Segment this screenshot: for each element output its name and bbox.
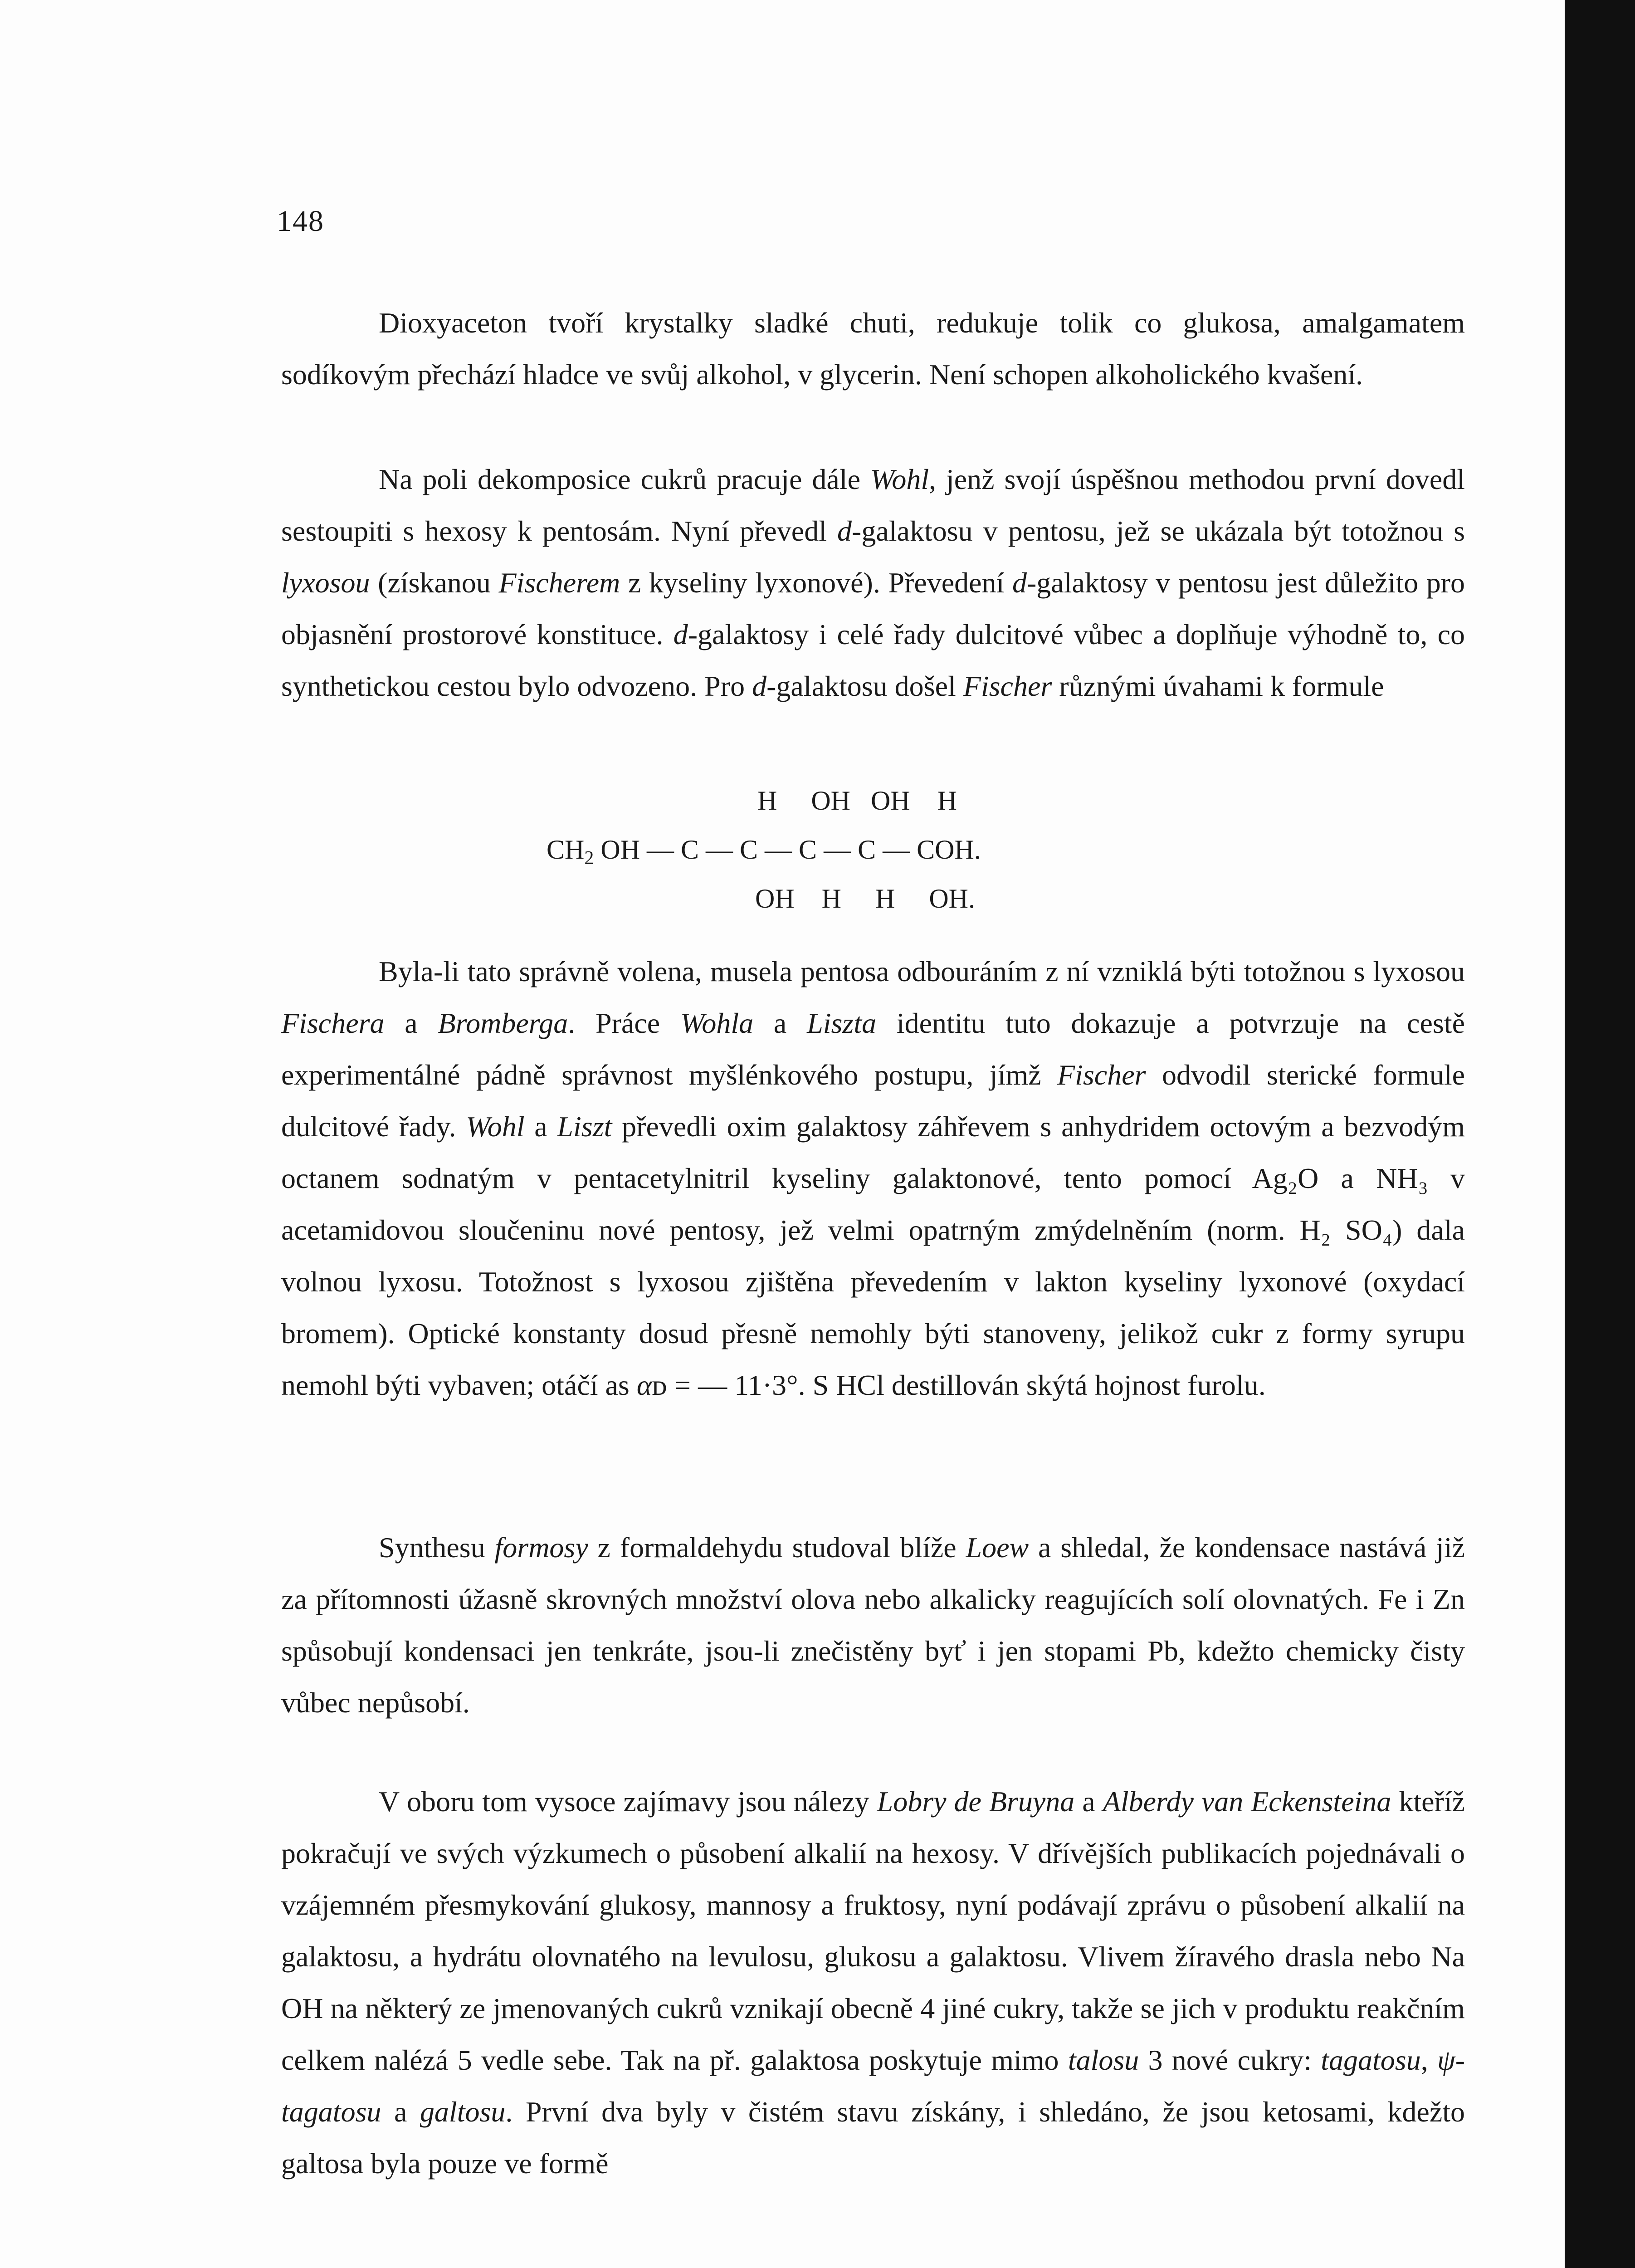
italic-run: d: [673, 618, 688, 650]
text-run: (získanou: [370, 567, 499, 599]
paragraph-lobry-de-bruyn: [281, 1776, 1465, 2190]
italic-run: Liszt: [557, 1110, 612, 1143]
italic-run: Fischer: [963, 670, 1052, 702]
italic-run: d: [752, 670, 767, 702]
scan-edge-right: [1565, 0, 1635, 2268]
formula-subscript: 2: [584, 848, 594, 869]
italic-run: Wohl: [870, 463, 929, 495]
italic-run: Wohl: [466, 1110, 525, 1143]
italic-run: α: [636, 1369, 652, 1401]
italic-run: ψ-tagatosu: [281, 2044, 1465, 2128]
paragraph-wohl-decomposition: [281, 454, 1465, 712]
text-run: převedli oxim galaktosy záhřevem s anhydridem octovým a bezvodým octanem sodnatým v pentacetylnitril kyseliny galaktonové, tento pomocí Ag₂O a NH₃ v acetamidovou sloučeninu nové pentosy, jež velmi opatrným zmýdelněním (norm. H₂ SO₄) dala volnou lyxosu. Totožnost s lyxosou zjištěna převedením v lakton kyseliny lyxonové (oxydací bromem). Optické konstanty dosud přesně nemohly býti stanoveny, jelikož cukr z formy syrupu nemohl býti vybaven; otáčí as: [281, 1110, 1465, 1401]
paragraph-lyxose-identity: [281, 946, 1465, 1411]
paragraph-formose-synthesis: [281, 1522, 1465, 1729]
formula-main-row: [547, 836, 981, 868]
italic-run: Bromberga: [438, 1007, 568, 1039]
text-run: 3 nové cukry:: [1139, 2044, 1321, 2076]
text-run: Na poli dekomposice cukrů pracuje dále: [379, 463, 870, 495]
text-run: , jenž svojí úspěšnou methodou první dovedl sestoupiti s hexosy k pentosám. Nyní převedl: [281, 463, 1465, 547]
italic-run: Fischera: [281, 1007, 385, 1039]
italic-run: d: [1012, 567, 1027, 599]
italic-run: galtosu: [420, 2096, 506, 2128]
italic-run: Fischer: [1057, 1059, 1146, 1091]
text-run: Synthesu: [379, 1531, 495, 1564]
text-run: a: [1074, 1785, 1103, 1818]
italic-run: Lobry de Bruyna: [877, 1785, 1075, 1818]
text-run: kteříž pokračují ve svých výzkumech o působení alkalií na hexosy. V dřívějších publikacích pojednávali o vzájemném přesmykování glukosy, mannosy a fruktosy, nyní podávají zprávu o působení alkalií na galaktosu, a hydrátu olovnatého na levulosu, glukosu a galaktosu. Vlivem žíravého drasla nebo Na OH na některý ze jmenovaných cukrů vznikají obecně 4 jiné cukry, takže se jich v produktu reakčním celkem nalézá 5 vedle sebe. Tak na př. galaktosa poskytuje mimo: [281, 1785, 1465, 2076]
italic-run: lyxosou: [281, 567, 370, 599]
text-run: a: [524, 1110, 557, 1143]
text-run: -galaktosu došel: [766, 670, 963, 702]
text-run: . První dva byly v čistém stavu získány, i shledáno, že jsou ketosami, kdežto galtosa byla pouze ve formě: [281, 2096, 1465, 2180]
formula-ch: CH: [547, 835, 585, 865]
italic-run: Wohla: [680, 1007, 754, 1039]
italic-run: talosu: [1068, 2044, 1139, 2076]
text-run: a: [381, 2096, 420, 2128]
text-run: a shledal, že kondensace nastává již za přítomnosti úžasně skrovných množství olova nebo alkalicky reagujících solí olovnatých. Fe i Zn spůsobují kondensaci jen tenkráte, jsou-li znečistěny byť i jen stopami Pb, kdežto chemicky čisty vůbec nepůsobí.: [281, 1531, 1465, 1719]
text-run: ,: [1420, 2044, 1437, 2076]
formula-bottom-row: OH H H OH.: [755, 884, 975, 914]
text-run: -galaktosy i celé řady dulcitové vůbec a doplňuje výhodně to, co synthetickou cestou bylo odvozeno. Pro: [281, 618, 1465, 702]
page-number: 148: [277, 205, 324, 238]
text-run: -galaktosy v pentosu jest důležito pro objasnění prostorové konstituce.: [281, 567, 1465, 650]
formula-top-row: H OH OH H: [757, 786, 957, 816]
italic-run: tagatosu: [1321, 2044, 1421, 2076]
text-run: z formaldehydu studoval blíže: [588, 1531, 966, 1564]
text-run: . Práce: [568, 1007, 680, 1039]
text-run: ᴅ = — 11·3°. S HCl destillován skýtá hojnost furolu.: [652, 1369, 1266, 1401]
text-run: -galaktosu v pentosu, jež se ukázala být totožnou s: [852, 515, 1465, 547]
text-run: identitu tuto dokazuje a potvrzuje na cestě experimentálné pádně správnost myšlénkového postupu, jímž: [281, 1007, 1465, 1091]
italic-run: Liszta: [807, 1007, 877, 1039]
italic-run: Fischerem: [498, 567, 620, 599]
text-run: odvodil sterické formule dulcitové řady.: [281, 1059, 1465, 1143]
text-run: různými úvahami k formule: [1052, 670, 1384, 702]
italic-run: d: [837, 515, 852, 547]
text-run: a: [753, 1007, 807, 1039]
text-run: a: [384, 1007, 438, 1039]
italic-run: Loew: [966, 1531, 1029, 1564]
paragraph-dioxyaceton: Dioxyaceton tvoří krystalky sladké chuti, redukuje tolik co glukosa, amalgamatem sodíkovým přechází hladce ve svůj alkohol, v glycerin. Není schopen alkoholického kvašení.: [281, 307, 1465, 391]
text-run: Byla-li tato správně volena, musela pentosa odbouráním z ní vzniklá býti totožnou s lyxosou: [379, 955, 1465, 987]
formula-chain: OH — C — C — C — C — COH.: [594, 835, 981, 865]
italic-run: Alberdy van Eckensteina: [1103, 1785, 1391, 1818]
text-run: V oboru tom vysoce zajímavy jsou nálezy: [379, 1785, 877, 1818]
text-run: z kyseliny lyxonové). Převedení: [620, 567, 1012, 599]
italic-run: formosy: [494, 1531, 588, 1564]
